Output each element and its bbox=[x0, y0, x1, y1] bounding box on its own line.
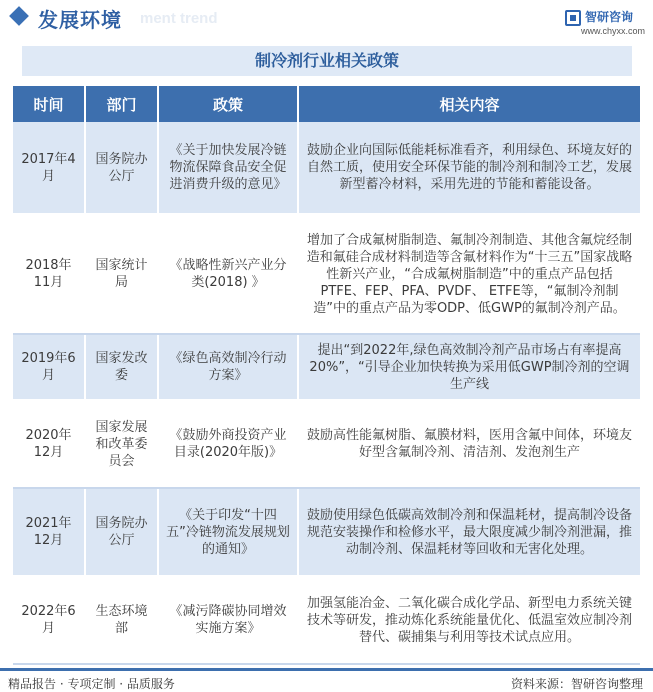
table-row bbox=[13, 122, 640, 214]
cell-time: 2021年12月 bbox=[13, 488, 85, 576]
cell-content: 鼓励使用绿色低碳高效制冷剂和保温耗材，提高制冷设备规范安装操作和检修水平，最大限度减少制冷剂泄漏，推动制冷剂、保温耗材等回收和无害化处理。 bbox=[298, 488, 640, 576]
brand-logo-icon bbox=[565, 10, 581, 26]
diamond-icon bbox=[9, 6, 29, 26]
table-row bbox=[13, 214, 640, 334]
col-header-time: 时间 bbox=[13, 86, 85, 122]
table-title: 制冷剂行业相关政策 bbox=[22, 46, 632, 76]
table-row bbox=[13, 488, 640, 576]
table-row bbox=[13, 334, 640, 400]
col-header-policy: 政策 bbox=[158, 86, 298, 122]
cell-policy: 《鼓励外商投资产业目录(2020年版)》 bbox=[158, 400, 298, 488]
cell-dept: 生态环境部 bbox=[85, 576, 158, 664]
cell-dept: 国家发改委 bbox=[85, 334, 158, 400]
cell-content: 鼓励高性能氟树脂、氟膜材料，医用含氟中间体，环境友好型含氟制冷剂、清洁剂、发泡剂生产 bbox=[298, 400, 640, 488]
cell-time: 2017年4月 bbox=[13, 122, 85, 214]
cell-dept: 国务院办公厅 bbox=[85, 488, 158, 576]
page-footer bbox=[0, 672, 653, 692]
cell-dept: 国家发展和改革委员会 bbox=[85, 400, 158, 488]
watermark-text: ment trend bbox=[140, 10, 218, 27]
cell-policy: 《关于印发“十四五”冷链物流发展规划的通知》 bbox=[158, 488, 298, 576]
footer-slogan: 精品报告 · 专项定制 · 品质服务 bbox=[8, 677, 175, 691]
cell-dept: 国务院办公厅 bbox=[85, 122, 158, 214]
cell-content: 加强氢能冶金、二氧化碳合成化学品、新型电力系统关键技术等研发，推动炼化系统能量优化、低温室效应制冷剂替代、碳捕集与利用等技术试点应用。 bbox=[298, 576, 640, 664]
section-title: 发展环境 bbox=[38, 8, 122, 32]
cell-content: 增加了合成氟树脂制造、氟制冷剂制造、其他含氟烷经制造和氟硅合成材料制造等含氟材料作为“十三五”国家战略性新兴产业，“合成氟树脂制造”中的重点产品包括PTFE、FEP、PFA、PVDF、 ETFE等，“氟制冷剂制造”中的重点产品为零ODP、低GWP的氟制冷剂产品。 bbox=[298, 214, 640, 334]
col-header-content: 相关内容 bbox=[298, 86, 640, 122]
cell-time: 2019年6月 bbox=[13, 334, 85, 400]
table-row bbox=[13, 400, 640, 488]
cell-content: 提出“到2022年,绿色高效制冷剂产品市场占有率提高20%”，“引导企业加快转换为采用低GWP制冷剂的空调生产线 bbox=[298, 334, 640, 400]
table-header-row bbox=[13, 86, 640, 122]
brand-url: www.chyxx.com bbox=[581, 26, 646, 36]
cell-time: 2018年11月 bbox=[13, 214, 85, 334]
footer-source: 资料来源：智研咨询整理 bbox=[510, 677, 643, 691]
footer-divider bbox=[0, 668, 653, 671]
col-header-dept: 部门 bbox=[85, 86, 158, 122]
brand bbox=[565, 6, 650, 38]
table-row bbox=[13, 576, 640, 664]
brand-name: 智研咨询 bbox=[585, 10, 634, 24]
cell-time: 2022年6月 bbox=[13, 576, 85, 664]
policy-table bbox=[13, 86, 640, 665]
cell-time: 2020年12月 bbox=[13, 400, 85, 488]
cell-policy: 《战略性新兴产业分类(2018) 》 bbox=[158, 214, 298, 334]
page-header bbox=[0, 0, 653, 40]
cell-content: 鼓励企业向国际低能耗标准看齐，利用绿色、环境友好的自然工质，使用安全环保节能的制冷剂和制冷工艺，发展新型蓄冷材料，采用先进的节能和蓄能设备。 bbox=[298, 122, 640, 214]
cell-policy: 《关于加快发展冷链物流保障食品安全促进消费升级的意见》 bbox=[158, 122, 298, 214]
cell-dept: 国家统计局 bbox=[85, 214, 158, 334]
cell-policy: 《减污降碳协同增效实施方案》 bbox=[158, 576, 298, 664]
cell-policy: 《绿色高效制冷行动方案》 bbox=[158, 334, 298, 400]
